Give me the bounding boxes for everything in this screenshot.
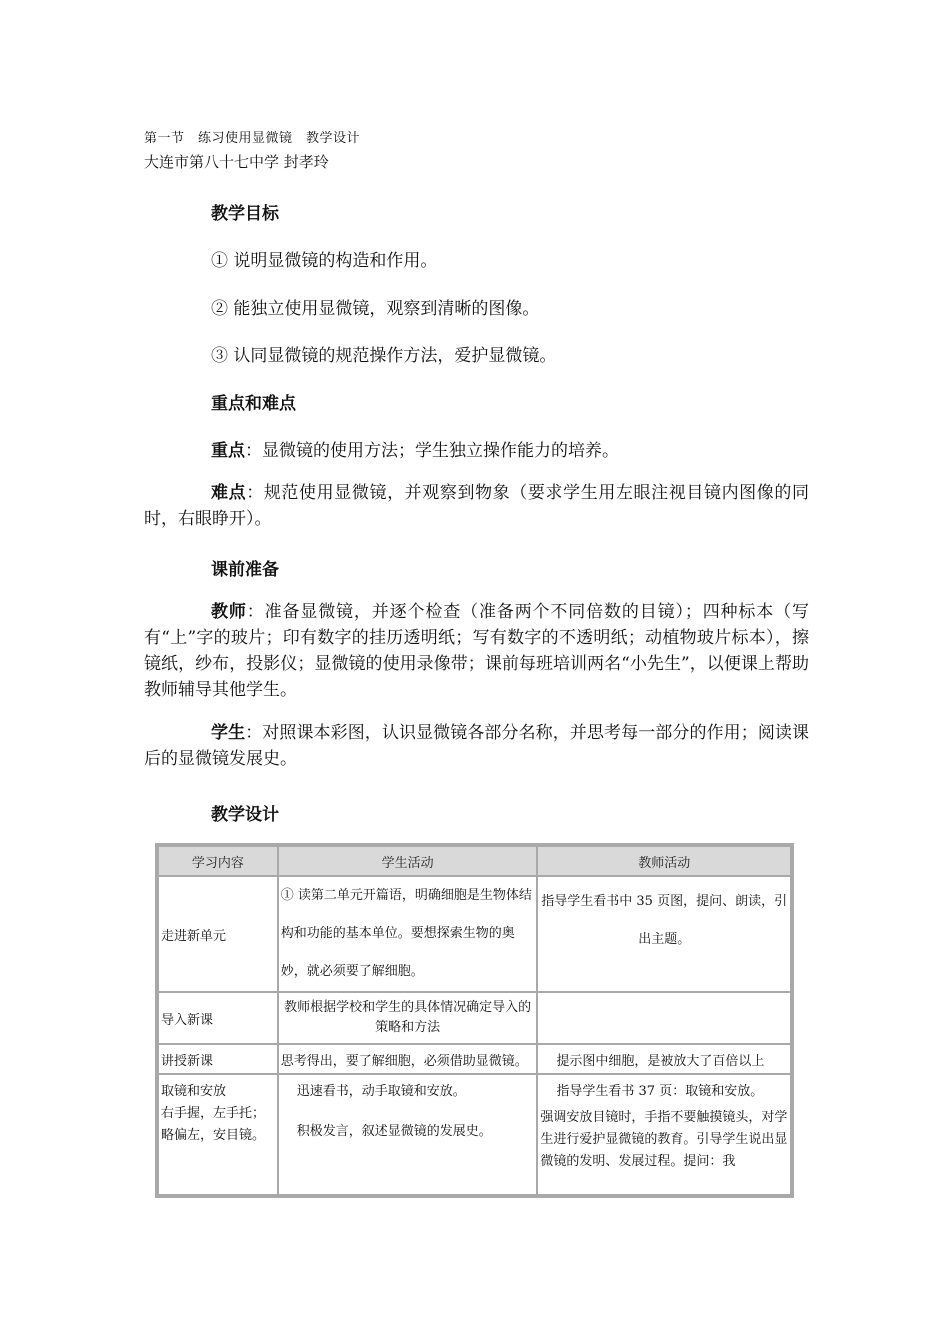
lesson-table-frame	[155, 843, 794, 1198]
teacher-activity-cell: 指导学生看书中 35 页图，提问、朗读，引出主题。	[538, 877, 790, 991]
column-header: 学习内容	[159, 847, 277, 875]
table-row	[159, 993, 790, 1043]
design-heading: 教学设计	[211, 805, 279, 825]
focus-label: 重点	[211, 441, 245, 461]
content-line: 右手握，左手托；略偏左，安目镜。	[161, 1106, 266, 1143]
student-line: 积极发言，叙述显微镜的发展史。	[296, 1124, 492, 1139]
teacher-activity-cell: 提示图中细胞，是被放大了百倍以上	[538, 1045, 790, 1073]
column-header: 学生活动	[279, 847, 537, 875]
teacher-activity-cell	[538, 993, 790, 1043]
student-prep-text: ：对照课本彩图，认识显微镜各部分名称，并思考每一部分的作用；阅读课后的显微镜发展史。	[144, 723, 810, 769]
difficulty-text: ：规范使用显微镜，并观察到物象（要求学生用左眼注视目镜内图像的同时，右眼睁开）。	[144, 483, 810, 529]
student-activity-cell: ① 读第二单元开篇语，明确细胞是生物体结构和功能的基本单位。要想探索生物的奥妙，就必须要了解细胞。	[279, 877, 537, 991]
table-header-row	[159, 847, 790, 875]
lesson-table	[157, 845, 792, 1196]
focus-paragraph	[211, 436, 619, 461]
content-cell	[159, 1075, 277, 1194]
prep-heading: 课前准备	[211, 560, 279, 580]
lesson-title: 第一节 练习使用显微镜 教学设计	[144, 131, 361, 146]
difficulty-paragraph	[144, 480, 809, 532]
table-row	[159, 1045, 790, 1073]
goals-heading: 教学目标	[211, 204, 279, 224]
student-activity-cell	[279, 1075, 537, 1194]
key-points-heading: 重点和难点	[211, 394, 296, 414]
table-row	[159, 877, 790, 991]
teacher-label: 教师	[211, 602, 247, 622]
teacher-line: 指导学生看书 37 页：取镜和安放。	[556, 1084, 764, 1099]
student-line: 迅速看书，动手取镜和安放。	[296, 1084, 466, 1099]
student-prep-paragraph	[144, 720, 809, 772]
content-cell: 走进新单元	[159, 877, 277, 991]
focus-text: ：显微镜的使用方法；学生独立操作能力的培养。	[245, 441, 619, 461]
teacher-line: 强调安放目镜时，手指不要触摸镜头，对学生进行爱护显微镜的教育。引导学生说出显微镜的发明、发展过程。提问：我	[540, 1110, 788, 1169]
goal-item: ② 能独立使用显微镜，观察到清晰的图像。	[211, 299, 540, 319]
student-label: 学生	[211, 723, 246, 743]
content-line: 取镜和安放	[161, 1084, 227, 1099]
goal-item: ① 说明显微镜的构造和作用。	[211, 251, 438, 271]
table-row	[159, 1075, 790, 1194]
student-activity-cell: 教师根据学校和学生的具体情况确定导入的策略和方法	[279, 993, 537, 1043]
teacher-activity-cell	[538, 1075, 790, 1194]
author-line: 大连市第八十七中学 封孝玲	[144, 153, 329, 171]
student-activity-cell: 思考得出，要了解细胞，必须借助显微镜。	[279, 1045, 537, 1073]
goal-item: ③ 认同显微镜的规范操作方法，爱护显微镜。	[211, 346, 557, 366]
content-cell: 讲授新课	[159, 1045, 277, 1073]
difficulty-label: 难点	[211, 483, 247, 503]
column-header: 教师活动	[538, 847, 790, 875]
teacher-prep-text: ：准备显微镜，并逐个检查（准备两个不同倍数的目镜）；四种标本（写有“上”字的玻片；印有数字的挂历透明纸；写有数字的不透明纸；动植物玻片标本），擦镜纸，纱布，投影仪；显微镜的使用录像带；课前每班培训两名“小先生”，以便课上帮助教师辅导其他学生。	[144, 602, 810, 700]
content-cell: 导入新课	[159, 993, 277, 1043]
teacher-prep-paragraph	[144, 599, 809, 703]
